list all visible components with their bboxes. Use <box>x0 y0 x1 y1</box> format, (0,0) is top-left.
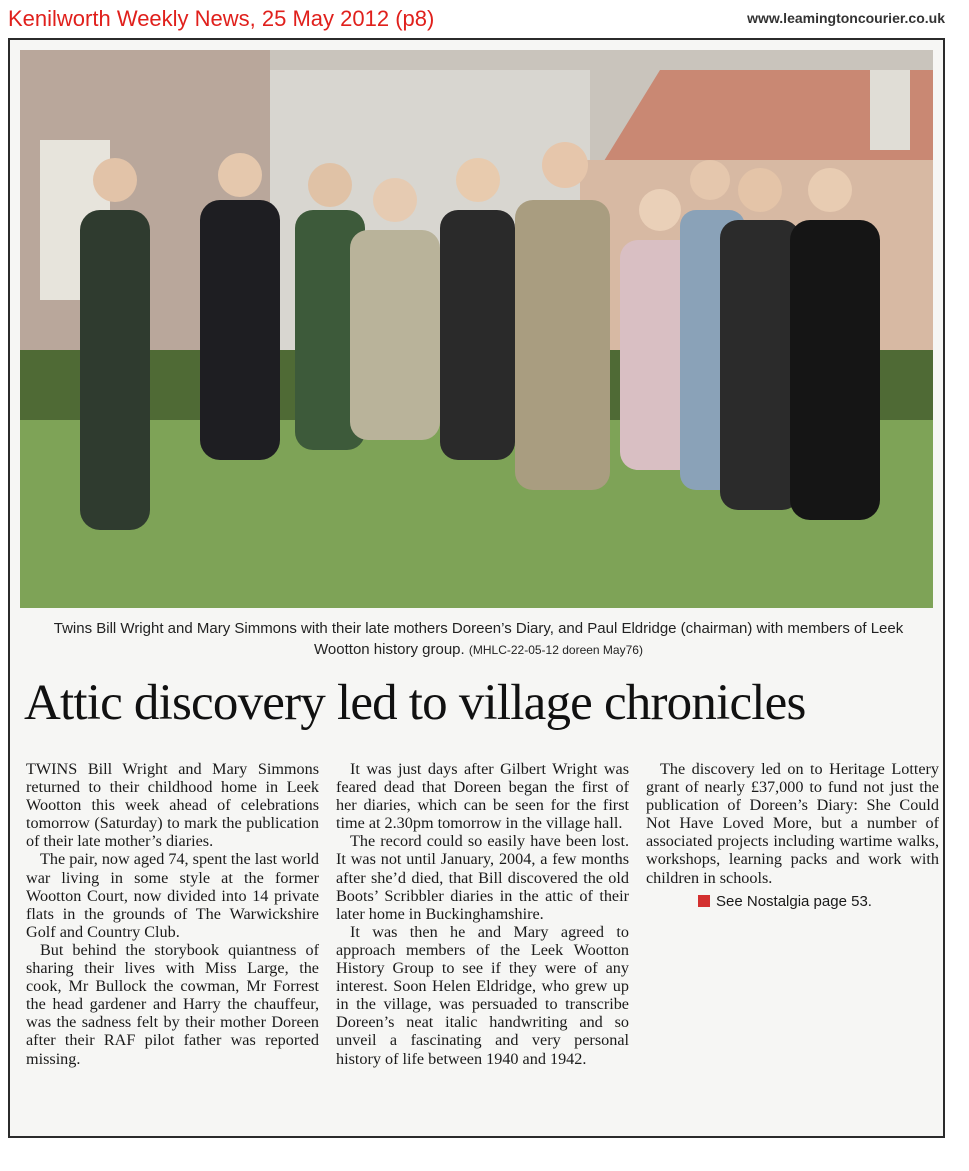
paragraph: The record could so easily have been lost. It was not until January, 2004, a few months after she’d died, that Bill discovered the old Boots’ Scribbler diaries in the attic of their later home in Buckinghamshire. <box>336 832 629 923</box>
paragraph: TWINS Bill Wright and Mary Simmons returned to their childhood home in Leek Wootton this week ahead of celebrations tomorrow (Saturday) to mark the publication of their late mother’s diaries. <box>26 760 319 851</box>
photo-caption <box>26 618 931 661</box>
article-column-2 <box>336 760 629 1068</box>
paragraph: The pair, now aged 74, spent the last world war living in some style at the former Wootton Court, now divided into 14 private flats in the grounds of The Warwickshire Golf and Country Club. <box>26 850 319 941</box>
see-also-reference <box>646 893 939 911</box>
article-column-1 <box>26 760 319 1068</box>
paragraph: It was then he and Mary agreed to approach members of the Leek Wootton History Group to see if they were of any interest. Soon Helen Eldridge, who grew up in the village, was persuaded to transcribe Doreen’s neat italic handwriting and so unveil a fascinating and very personal history of life between 1940 and 1942. <box>336 922 629 1068</box>
newspaper-clipping <box>8 38 945 1138</box>
website-url: www.leamingtoncourier.co.uk <box>747 10 945 26</box>
paragraph: It was just days after Gilbert Wright was feared dead that Doreen began the first of her diaries, which can be seen for the first time at 2.30pm tomorrow in the village hall. <box>336 760 629 833</box>
caption-text: Twins Bill Wright and Mary Simmons with their late mothers Doreen’s Diary, and Paul Eldridge (chairman) with members of Leek Wootton history group. <box>53 620 904 658</box>
paragraph: But behind the storybook quiantness of sharing their lives with Miss Large, the cook, Mr Bullock the cowman, Mr Forrest the head gardener and Harry the chauffeur, was the sadness felt by their mother Doreen after their RAF pilot father was reported missing. <box>26 940 319 1068</box>
article-column-3 <box>646 760 939 911</box>
see-also-text: See Nostalgia page 53. <box>716 892 872 910</box>
photo-reference: (MHLC-22-05-12 doreen May76) <box>468 643 643 657</box>
red-square-icon <box>698 895 710 907</box>
article-headline: Attic discovery led to village chronicles <box>24 675 806 731</box>
paragraph: The discovery led on to Heritage Lottery grant of nearly £37,000 to fund not just the publication of Doreen’s Diary: She Could Not Have Loved More, but a number of associated projects including wartime walks, workshops, learning packs and work with children in schools. <box>646 760 939 887</box>
group-photo <box>20 50 933 608</box>
source-label: Kenilworth Weekly News, 25 May 2012 (p8) <box>8 6 435 31</box>
